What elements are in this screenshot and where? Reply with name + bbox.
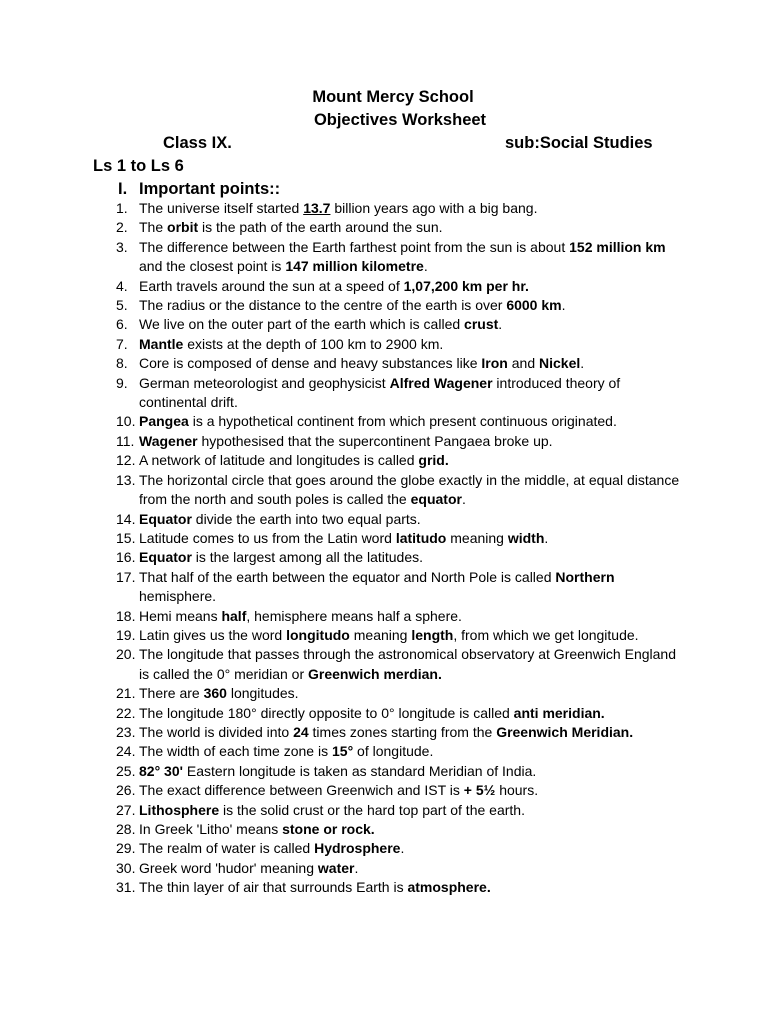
point-text: . [354,859,359,876]
bold-term: longitudo [286,626,350,643]
list-item [0,451,684,470]
list-item [0,199,684,218]
list-item [0,529,684,548]
worksheet-title: Objectives Worksheet [313,111,487,129]
point-text: and the closest point is [139,258,286,275]
point-text: . [498,316,503,333]
subject-label: sub:Social Studies [505,134,653,152]
point-text: The width of each time zone is [139,743,332,760]
point-text: . [580,355,585,372]
bold-term: water [317,859,355,876]
point-text: Core is composed of dense and heavy substances like [139,355,482,372]
point-text: divide the earth into two equal parts. [191,510,421,527]
list-item-number: 2. [116,219,128,236]
point-text: billion years ago with a big bang. [330,200,538,216]
point-text: , hemisphere means half a sphere. [246,607,462,624]
list-item [0,645,684,684]
list-item-number: 20. [116,646,136,663]
list-item-number: 21. [116,685,136,702]
list-item [0,723,684,742]
bold-term: anti meridian. [513,704,605,721]
list-item-number: 12. [116,452,136,469]
bold-term: Equator [139,510,192,527]
bold-term: + 5½ [463,782,496,799]
bold-term: width [507,529,545,546]
bold-term: Pangea [139,413,189,430]
list-item-number: 7. [116,335,128,352]
point-text: We live on the outer part of the earth which is called [139,316,465,333]
point-text: Greek word 'hudor' meaning [139,859,318,876]
bold-term: Greenwich merdian. [308,665,442,682]
bold-term: Northern [555,568,615,585]
bold-term: 1,07,200 km per hr. [403,277,529,294]
list-item-number: 4. [116,277,128,294]
bold-term: length [411,626,454,643]
point-text: That half of the earth between the equator and North Pole is called [139,568,556,585]
list-item [0,568,684,607]
point-text: hypothesised that the supercontinent Pangaea broke up. [197,432,553,449]
bold-term: orbit [167,219,199,236]
list-item-number: 19. [116,626,136,643]
list-item-number: 11. [116,432,135,449]
bold-term: 360 [203,685,227,702]
list-item [0,335,684,354]
point-text: Earth travels around the sun at a speed of [139,277,404,294]
point-text: Eastern longitude is taken as standard Meridian of India. [182,762,537,779]
list-item-number: 8. [116,355,128,372]
list-item-number: 3. [116,238,128,255]
bold-term: Mantle [139,335,184,352]
bold-term: Nickel [539,355,581,372]
list-item-number: 31. [116,879,136,896]
list-item-number: 29. [116,840,136,857]
list-item-number: 18. [116,607,136,624]
list-item [0,839,684,858]
bold-term: 13.7 [303,200,331,216]
point-text: , from which we get longitude. [453,626,639,643]
point-text: The longitude that passes through the astronomical observatory at Greenwich England is called the 0° meridian or [139,646,676,682]
point-text: is the solid crust or the hard top part of the earth. [219,801,525,818]
bold-term: 147 million kilometre [285,258,424,275]
point-text: In Greek 'Litho' means [139,821,283,837]
list-item-number: 9. [116,374,128,391]
section-title: Important points:: [139,180,281,198]
list-item-number: 14. [116,510,136,527]
list-item-number: 28. [116,821,136,837]
list-item [0,704,684,723]
list-item [0,762,684,781]
list-item [0,412,684,431]
bold-term: equator [410,491,462,508]
list-item-number: 17. [116,568,136,585]
point-text: hours. [495,782,539,799]
bold-term: Lithosphere [139,801,220,818]
point-text: times zones starting from the [308,723,497,740]
point-text: A network of latitude and longitudes is called [139,452,419,469]
list-item [0,354,684,373]
point-text: hemisphere. [139,588,217,605]
list-item-number: 27. [116,801,136,818]
bold-term: half [221,607,247,624]
bold-term: 6000 km [506,297,562,314]
bold-term: 24 [293,723,309,740]
list-item [0,859,684,878]
point-text: of longitude. [353,743,434,760]
point-text: is the path of the earth around the sun. [198,219,443,236]
list-item-number: 10. [116,413,136,430]
bold-term: Iron [481,355,508,372]
bold-term: 82° 30' [139,762,183,779]
bold-term: Greenwich Meridian. [496,723,634,740]
list-item-number: 6. [116,316,128,333]
list-item [0,878,684,897]
point-text: meaning [446,529,508,546]
list-item [0,548,684,567]
list-item-number: 22. [116,704,136,721]
point-text: German meteorologist and geophysicist [139,374,390,391]
bold-term: 15° [332,743,354,760]
list-item [0,820,684,839]
list-item [0,781,684,800]
list-item-number: 23. [116,723,136,740]
point-text: . [461,491,466,508]
point-text: Latitude comes to us from the Latin word [139,529,396,546]
list-item-number: 26. [116,782,136,799]
point-text: The horizontal circle that goes around the globe exactly in the middle, at equal distance from the north and south poles is called the [139,471,680,508]
point-text: The thin layer of air that surrounds Earth is [139,879,408,896]
list-item-number: 25. [116,762,136,779]
list-item-number: 5. [116,297,128,314]
point-text: exists at the depth of 100 km to 2900 km. [183,335,444,352]
list-item [0,471,684,510]
list-item-number: 30. [116,859,136,876]
point-text: introduced theory of continental drift. [139,374,621,411]
list-item-number: 24. [116,743,136,760]
point-text: The longitude 180° directly opposite to 0° longitude is called [139,704,514,721]
lessons-label: Ls 1 to Ls 6 [93,157,184,175]
bold-term: Alfred Wagener [389,374,493,391]
point-text: . [561,297,566,314]
point-text: meaning [349,626,412,643]
point-text: . [400,840,405,857]
point-text: is a hypothetical continent from which present continuous originated. [188,413,617,430]
bold-term: crust [464,316,499,333]
point-text: The radius or the distance to the centre of the earth is over [139,297,507,314]
point-text: The realm of water is called [139,840,315,857]
point-text: . [544,529,549,546]
list-item [0,510,684,529]
bold-term: 152 million km [569,238,666,255]
point-text: . [423,258,428,275]
point-text: The [139,219,168,236]
list-item [0,626,684,645]
point-text: The difference between the Earth farthest point from the sun is about [139,238,570,255]
list-item [0,374,684,413]
bold-term: Hydrosphere [314,840,401,857]
bold-term: stone or rock. [282,821,375,837]
list-item [0,801,684,820]
class-label: Class IX. [163,134,232,152]
point-text: The world is divided into [139,723,294,740]
list-item-number: 1. [116,200,128,216]
list-item-number: 15. [116,529,136,546]
bold-term: atmosphere. [407,879,491,896]
list-item [0,684,684,703]
list-item-number: 13. [116,471,136,488]
list-item [0,296,684,315]
point-text: The universe itself started [139,200,304,216]
list-item [0,607,684,626]
list-item-number: 16. [116,549,136,566]
list-item [0,277,684,296]
point-text: Latin gives us the word [139,626,287,643]
list-item [0,315,684,334]
list-item [0,432,684,451]
point-text: There are [139,685,204,702]
important-points-list [0,199,768,898]
bold-term: latitudo [395,529,447,546]
bold-term: Wagener [139,432,198,449]
point-text: is the largest among all the latitudes. [191,549,424,566]
point-text: longitudes. [226,685,299,702]
list-item [0,218,684,237]
bold-term: Equator [139,549,192,566]
point-text: Hemi means [139,607,222,624]
list-item [0,742,684,761]
point-text: The exact difference between Greenwich and IST is [139,782,464,799]
bold-term: grid. [418,452,449,469]
list-item [0,238,684,277]
school-name: Mount Mercy School [312,88,474,106]
section-number: I. [118,180,128,198]
point-text: and [507,355,540,372]
